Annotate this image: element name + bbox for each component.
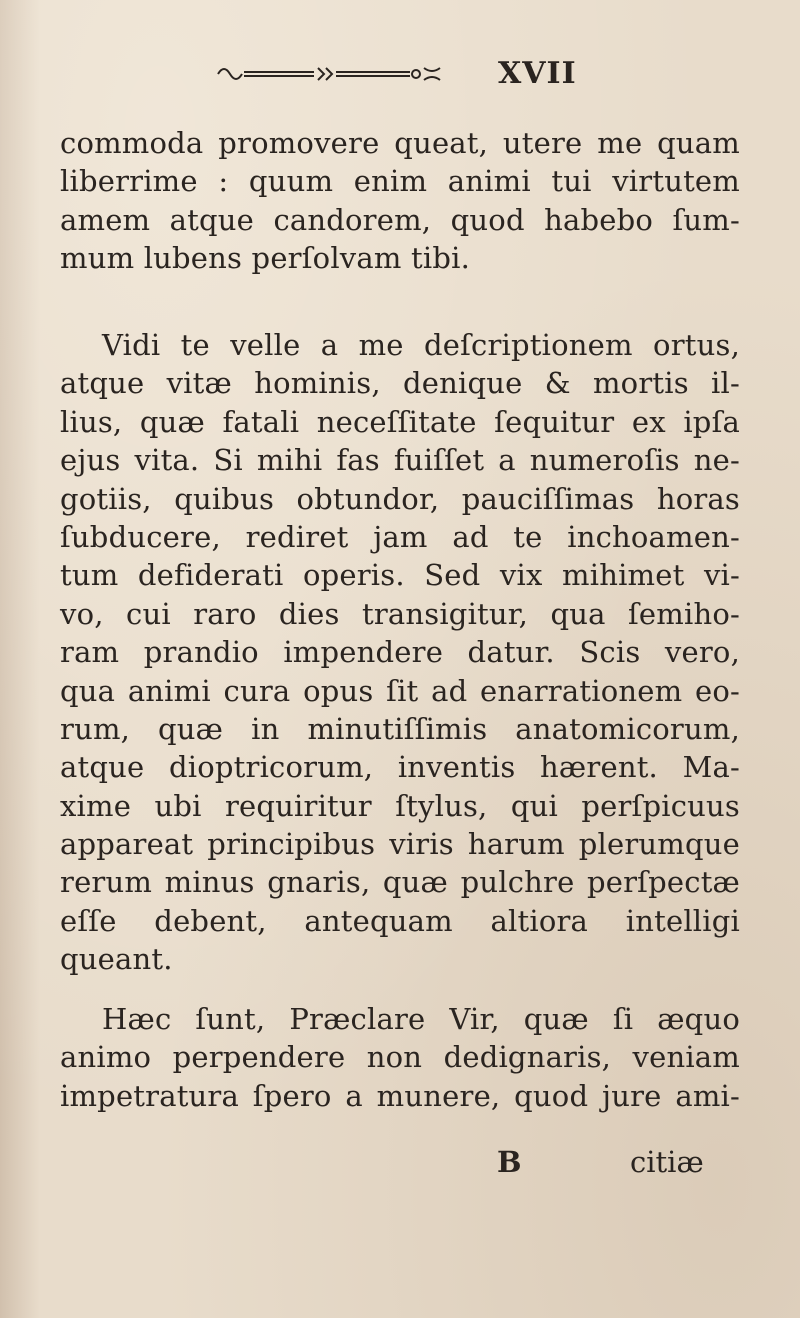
- text-line: animo perpendere non dedignaris, veniam: [60, 1040, 740, 1075]
- text-line: ſubducere, rediret jam ad te inchoamen-: [60, 519, 740, 554]
- text-line: rum, quæ in minutiſſimis anatomicorum,: [60, 711, 740, 746]
- text-line: impetratura ſpero a munere, quod jure ami-: [60, 1078, 740, 1113]
- text-line: qua animi cura opus ſit ad enarrationem eo-: [60, 673, 740, 708]
- text-line: vo, cui raro dies transigitur, qua ſemiho-: [60, 596, 740, 631]
- running-header: [200, 56, 620, 92]
- text-line: gotiis, quibus obtundor, pauciſſimas horas: [60, 481, 740, 516]
- text-line: commoda promovere queat, utere me quam: [60, 126, 740, 160]
- text-line: lius, quæ fatali neceſſitate ſequitur ex ipſa: [60, 404, 740, 439]
- text-line: appareat principibus viris harum plerumque: [60, 827, 740, 862]
- text-line: tum defiderati operis. Sed vix mihimet vi-: [60, 558, 740, 593]
- text-line: liberrime : quum enim animi tui virtutem: [60, 164, 740, 199]
- text-line: ejus vita. Si mihi fas fuiſſet a numeroſis ne-: [60, 443, 740, 478]
- signature-mark: B: [497, 1145, 522, 1179]
- paragraph-1: [60, 124, 740, 278]
- catchword: citiæ: [630, 1145, 704, 1179]
- text-line: queant.: [60, 942, 173, 977]
- paragraph-3: [60, 1000, 740, 1115]
- text-line: ram prandio impendere datur. Scis vero,: [60, 635, 740, 670]
- text-line: amem atque candorem, quod habebo ſum-: [60, 202, 740, 237]
- paragraph-2: [60, 326, 740, 979]
- text-line: eſſe debent, antequam altiora intelligi: [60, 903, 740, 938]
- text-line: xime ubi requiritur ſtylus, qui perſpicuus: [60, 788, 740, 823]
- text-line: rerum minus gnaris, quæ pulchre perſpectæ: [60, 865, 740, 900]
- text-line: atque vitæ hominis, denique & mortis il-: [60, 366, 740, 401]
- page-footer: [60, 1145, 740, 1185]
- text-line: atque dioptricorum, inventis hærent. Ma-: [60, 750, 740, 785]
- text-line: Vidi te velle a me deſcriptionem ortus,: [102, 328, 740, 362]
- text-line: mum lubens perſolvam tibi.: [60, 241, 470, 276]
- page-number: XVII: [498, 56, 577, 91]
- text-line: Hæc ſunt, Præclare Vir, quæ ſi æquo: [102, 1002, 740, 1036]
